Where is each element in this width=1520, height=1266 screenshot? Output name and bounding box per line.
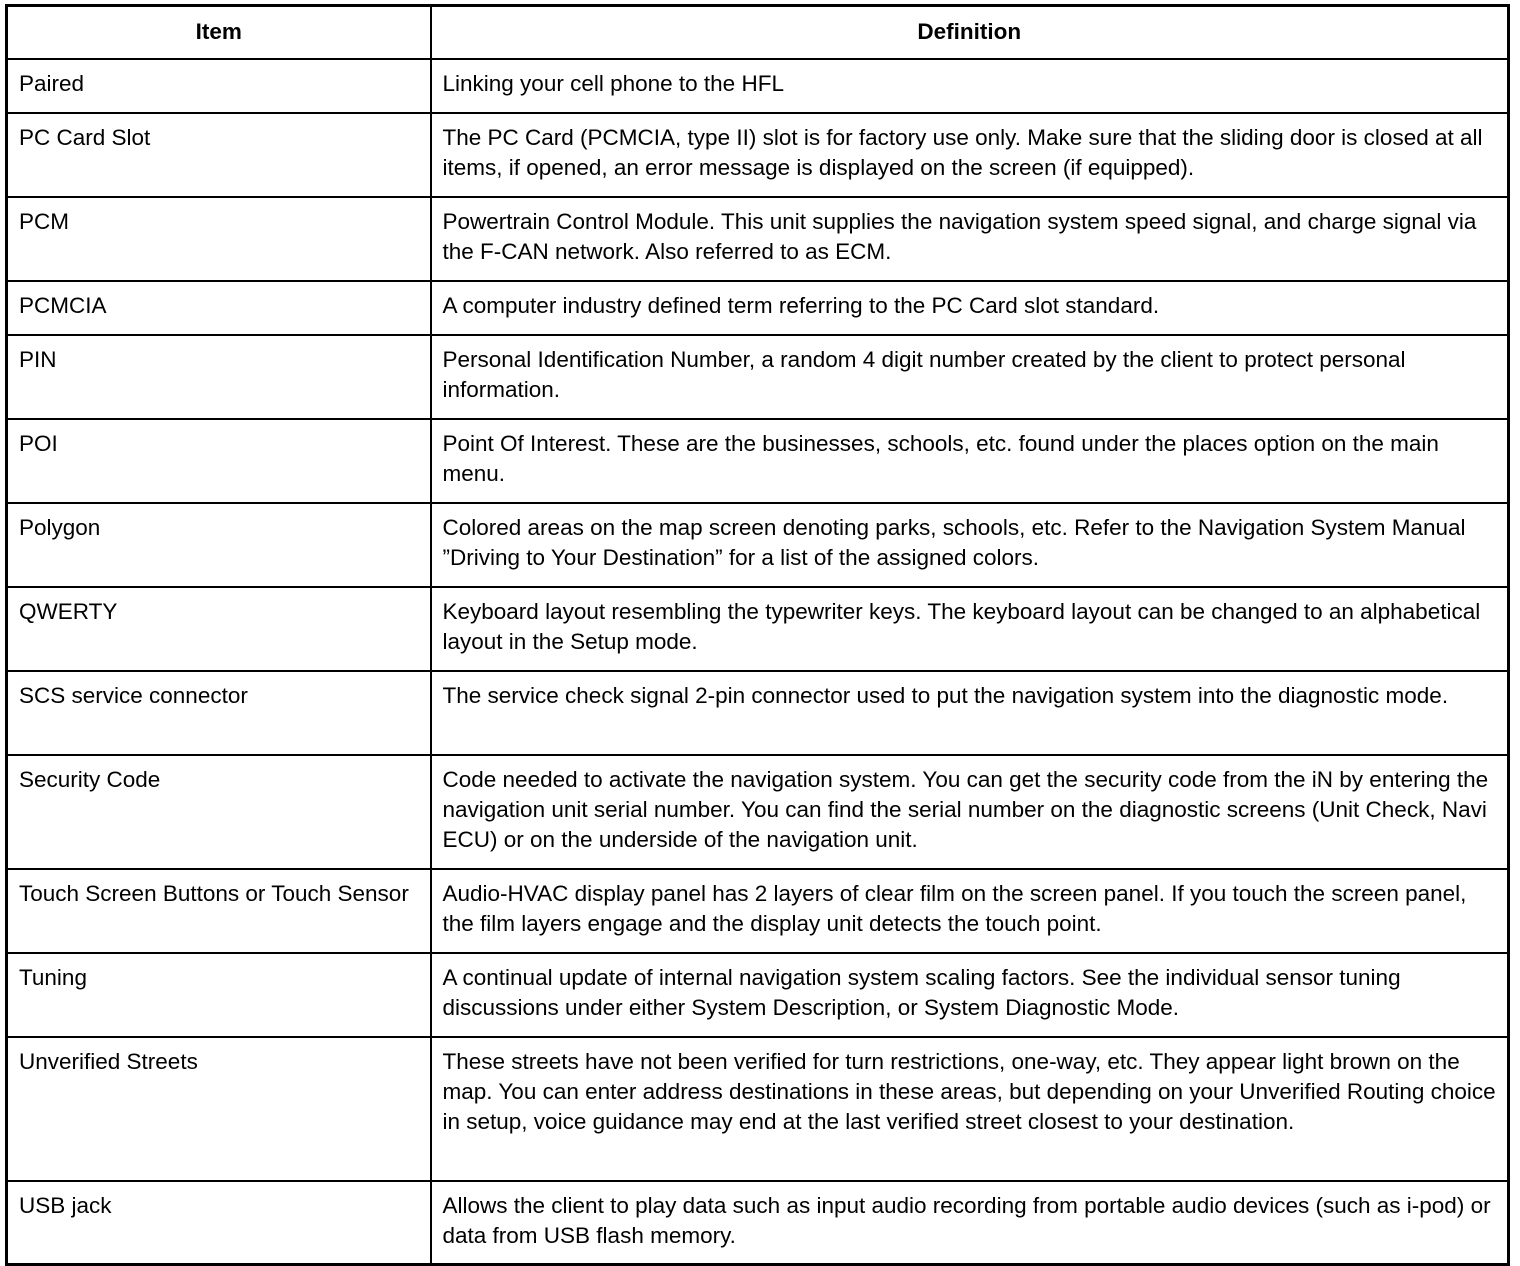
item-cell: USB jack	[7, 1181, 431, 1265]
item-cell: Tuning	[7, 953, 431, 1037]
definition-cell: The service check signal 2-pin connector used to put the navigation system into the diagnostic mode.	[431, 671, 1509, 755]
column-header-definition: Definition	[431, 6, 1509, 59]
item-cell: Polygon	[7, 503, 431, 587]
table-row	[7, 503, 1509, 587]
item-cell: PIN	[7, 335, 431, 419]
definition-cell: A continual update of internal navigation system scaling factors. See the individual sensor tuning discussions under either System Description, or System Diagnostic Mode.	[431, 953, 1509, 1037]
table-row	[7, 953, 1509, 1037]
definition-cell: Point Of Interest. These are the businesses, schools, etc. found under the places option on the main menu.	[431, 419, 1509, 503]
table-row	[7, 1037, 1509, 1181]
item-cell: Touch Screen Buttons or Touch Sensor	[7, 869, 431, 953]
column-header-item: Item	[7, 6, 431, 59]
definition-cell: Powertrain Control Module. This unit supplies the navigation system speed signal, and charge signal via the F-CAN network. Also referred to as ECM.	[431, 197, 1509, 281]
definition-cell: Personal Identification Number, a random 4 digit number created by the client to protect personal information.	[431, 335, 1509, 419]
table-row	[7, 755, 1509, 869]
item-cell: Unverified Streets	[7, 1037, 431, 1181]
definition-cell: Linking your cell phone to the HFL	[431, 59, 1509, 113]
table-row	[7, 113, 1509, 197]
item-cell: Security Code	[7, 755, 431, 869]
item-cell: PC Card Slot	[7, 113, 431, 197]
item-cell: PCM	[7, 197, 431, 281]
definition-cell: Colored areas on the map screen denoting parks, schools, etc. Refer to the Navigation System Manual ”Driving to Your Destination” for a list of the assigned colors.	[431, 503, 1509, 587]
header-row	[7, 6, 1509, 59]
item-cell: POI	[7, 419, 431, 503]
table-row	[7, 197, 1509, 281]
table-row	[7, 671, 1509, 755]
item-cell: Paired	[7, 59, 431, 113]
item-cell: QWERTY	[7, 587, 431, 671]
table-row	[7, 419, 1509, 503]
definition-cell: A computer industry defined term referring to the PC Card slot standard.	[431, 281, 1509, 335]
table-row	[7, 587, 1509, 671]
glossary-table	[5, 4, 1510, 1266]
table-row	[7, 281, 1509, 335]
table-row	[7, 869, 1509, 953]
table-row	[7, 59, 1509, 113]
definition-cell: Allows the client to play data such as input audio recording from portable audio devices (such as i-pod) or data from USB flash memory.	[431, 1181, 1509, 1265]
item-cell: PCMCIA	[7, 281, 431, 335]
table-row	[7, 335, 1509, 419]
definition-cell: Keyboard layout resembling the typewriter keys. The keyboard layout can be changed to an alphabetical layout in the Setup mode.	[431, 587, 1509, 671]
definition-cell: These streets have not been verified for turn restrictions, one-way, etc. They appear light brown on the map. You can enter address destinations in these areas, but depending on your Unverified Routing choice in setup, voice guidance may end at the last verified street closest to your destination.	[431, 1037, 1509, 1181]
table-row	[7, 1181, 1509, 1265]
definition-cell: The PC Card (PCMCIA, type II) slot is for factory use only. Make sure that the sliding door is closed at all items, if opened, an error message is displayed on the screen (if equipped).	[431, 113, 1509, 197]
definition-cell: Code needed to activate the navigation system. You can get the security code from the iN by entering the navigation unit serial number. You can find the serial number on the diagnostic screens (Unit Check, Navi ECU) or on the underside of the navigation unit.	[431, 755, 1509, 869]
item-cell: SCS service connector	[7, 671, 431, 755]
definition-cell: Audio-HVAC display panel has 2 layers of clear film on the screen panel. If you touch the screen panel, the film layers engage and the display unit detects the touch point.	[431, 869, 1509, 953]
